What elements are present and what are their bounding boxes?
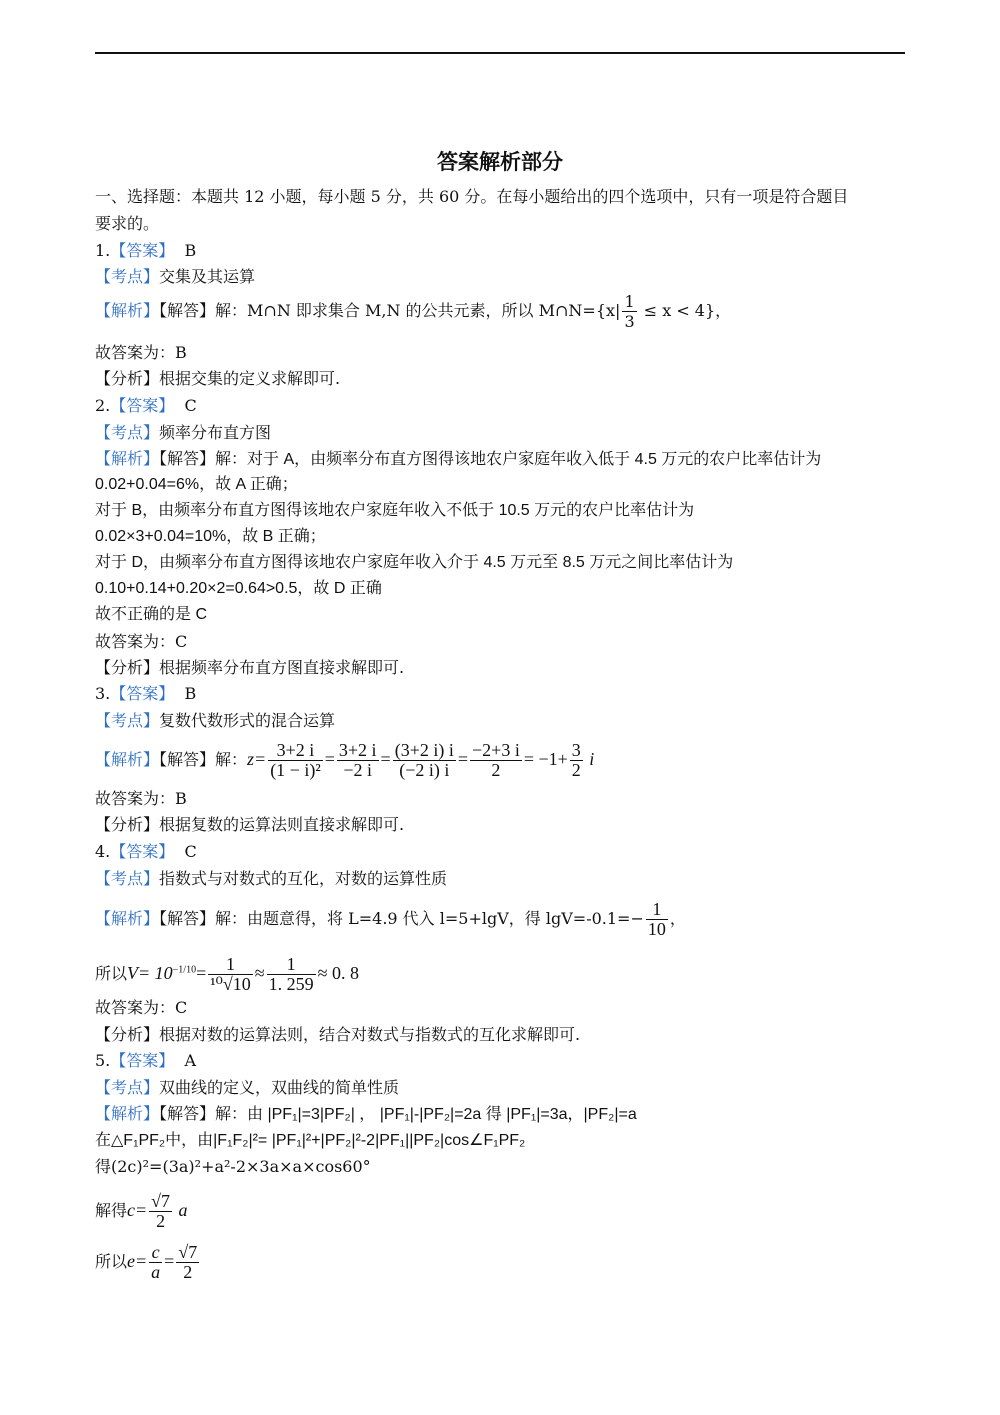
q2-answer: C xyxy=(184,396,197,415)
q5-c-frac: $\frac{√7}{2}$ xyxy=(151,1191,171,1231)
point-tag: 【考点】 xyxy=(95,869,160,888)
q4-final: 故答案为：C xyxy=(95,998,188,1017)
q4-eq: = xyxy=(196,963,207,983)
q2-line1: 对于 A，由频率分布直方图得该地农户家庭年收入低于 4.5 万元的农户比率估计为 xyxy=(247,451,822,468)
q3-frac4: $\frac{-2+3 i}{2}$ xyxy=(472,740,520,780)
q2-line4: 0.02×3+0.04=10%，故 B 正确； xyxy=(95,528,326,545)
point-tag: 【考点】 xyxy=(95,267,160,286)
point-tag: 【考点】 xyxy=(95,1078,160,1097)
section-intro-line2: 要求的。 xyxy=(95,214,160,233)
q5-line2: 在△F₁PF₂中，由|F₁F₂|²= |PF₁|²+|PF₂|²-2|PF₁||PF₂|cos∠F₁PF₂ xyxy=(95,1132,526,1149)
answer-tag: 【答案】 xyxy=(110,842,175,861)
q4-number: 4. xyxy=(95,842,111,861)
q5-analysis-line xyxy=(95,1103,637,1126)
q2-line7: 故不正确的是 C xyxy=(95,606,208,623)
summary-tag: 【分析】 xyxy=(95,369,160,388)
answer-tag: 【答案】 xyxy=(110,684,175,703)
q1-fraction: $\frac{1}{3}$ xyxy=(624,292,635,331)
q3-point-line xyxy=(95,710,335,732)
q3-analysis-line xyxy=(95,741,594,780)
q4-answer-line xyxy=(95,841,197,863)
q4-v: V= 10 xyxy=(127,963,173,983)
q4-answer: C xyxy=(184,842,197,861)
q5-point-line xyxy=(95,1077,399,1099)
q3-frac1: $\frac{3+2 i}{\text{(1 − i)²}}$ xyxy=(270,740,321,780)
q1-number: 1. xyxy=(95,241,111,260)
solve-tag: 【解答】解： xyxy=(159,909,248,928)
q1-summary-line xyxy=(95,368,340,390)
q4-result-line xyxy=(95,955,359,994)
q3-eq2: = xyxy=(380,749,391,769)
q3-frac5: $\frac{3}{2}$ xyxy=(571,740,581,780)
q4-approx1: ≈ xyxy=(254,963,265,983)
solve-tag: 【解答】解： xyxy=(159,1104,248,1123)
page-title: 答案解析部分 xyxy=(437,150,563,174)
q3-summary-line xyxy=(95,814,404,836)
answer-tag: 【答案】 xyxy=(110,396,175,415)
q2-analysis-line xyxy=(95,448,821,471)
q5-point: 双曲线的定义，双曲线的简单性质 xyxy=(159,1078,400,1097)
q1-analysis-line xyxy=(95,292,731,331)
q1-answer-line xyxy=(95,240,196,262)
q5-e-eq: e= xyxy=(127,1251,148,1271)
q1-final: 故答案为：B xyxy=(95,343,187,362)
q1-summary: 根据交集的定义求解即可. xyxy=(159,369,341,388)
answer-tag: 【答案】 xyxy=(110,1051,175,1070)
q2-answer-line xyxy=(95,395,197,417)
q5-e-mid: = xyxy=(164,1251,175,1271)
analysis-tag: 【解析】 xyxy=(95,1104,160,1123)
q3-eq1: = xyxy=(324,749,335,769)
q1-point-line xyxy=(95,266,255,288)
solve-tag: 【解答】解： xyxy=(159,449,248,468)
solve-tag: 【解答】解： xyxy=(159,750,248,769)
q5-line1: 由 |PF₁|=3|PF₂| ， |PF₁|-|PF₂|=2a 得 |PF₁|=3a，|PF₂|=a xyxy=(247,1106,637,1123)
q3-tail-post: i xyxy=(584,749,595,769)
q4-frac2: $\frac{1}{\text{¹⁰√10}}$ xyxy=(210,954,251,994)
q5-so: 所以 xyxy=(95,1252,128,1271)
q5-answer-line xyxy=(95,1050,196,1072)
point-tag: 【考点】 xyxy=(95,711,160,730)
q5-e-frac: $\frac{c}{a}$ xyxy=(151,1242,161,1282)
q4-summary-line xyxy=(95,1024,580,1046)
q4-so: 所以 xyxy=(95,964,128,983)
q2-line6: 0.10+0.14+0.20×2=0.64>0.5，故 D 正确 xyxy=(95,580,382,597)
q2-line5: 对于 D，由频率分布直方图得该地农户家庭年收入介于 4.5 万元至 8.5 万元之间比率估计为 xyxy=(95,554,734,571)
q5-number: 5. xyxy=(95,1051,111,1070)
q2-number: 2. xyxy=(95,396,111,415)
q2-final: 故答案为：C xyxy=(95,632,188,651)
q3-summary: 根据复数的运算法则直接求解即可. xyxy=(159,815,405,834)
q3-answer-line xyxy=(95,683,196,705)
q2-line2: 0.02+0.04=6%，故 A 正确； xyxy=(95,476,298,493)
q2-line3: 对于 B，由频率分布直方图得该地农户家庭年收入不低于 10.5 万元的农户比率估计为 xyxy=(95,502,695,519)
q2-point: 频率分布直方图 xyxy=(159,423,272,442)
summary-tag: 【分析】 xyxy=(95,658,160,677)
q3-number: 3. xyxy=(95,684,111,703)
q5-c-eq: c= xyxy=(127,1200,148,1220)
q3-tail-pre: = −1+ xyxy=(523,749,568,769)
q1-analysis-text: M∩N 即求集合 M,N 的公共元素，所以 M∩N={x| xyxy=(247,301,621,320)
q5-answer: A xyxy=(184,1051,197,1070)
q4-analysis-text: 由题意得，将 L=4.9 代入 l=5+lgV，得 lgV=-0.1=− xyxy=(247,909,644,928)
q1-answer: B xyxy=(184,241,197,260)
q5-c-a: a xyxy=(174,1200,188,1220)
q3-answer: B xyxy=(184,684,197,703)
q3-final: 故答案为：B xyxy=(95,789,187,808)
analysis-tag: 【解析】 xyxy=(95,449,160,468)
q3-eq3: = xyxy=(457,749,469,769)
q3-z: z= xyxy=(247,749,267,769)
answer-tag: 【答案】 xyxy=(110,241,175,260)
analysis-tag: 【解析】 xyxy=(95,750,160,769)
q2-point-line xyxy=(95,422,271,444)
q5-e2-frac: $\frac{√7}{2}$ xyxy=(178,1242,198,1282)
q4-summary: 根据对数的运算法则，结合对数式与指数式的互化求解即可. xyxy=(159,1025,581,1044)
q5-line3: 得(2c)²=(3a)²+a²-2×3a×a×cos60° xyxy=(95,1157,371,1176)
q4-point: 指数式与对数式的互化，对数的运算性质 xyxy=(159,869,448,888)
q5-c-line xyxy=(95,1192,188,1231)
q1-analysis-text-after: ≤ x < 4}， xyxy=(638,301,732,320)
q5-solve: 解得 xyxy=(95,1201,128,1220)
analysis-tag: 【解析】 xyxy=(95,301,160,320)
point-tag: 【考点】 xyxy=(95,423,160,442)
q4-approx2: ≈ 0. 8 xyxy=(317,963,360,983)
q4-analysis-text-after: ， xyxy=(669,909,686,928)
summary-tag: 【分析】 xyxy=(95,815,160,834)
q2-summary-line xyxy=(95,657,404,679)
q2-summary: 根据频率分布直方图直接求解即可. xyxy=(159,658,405,677)
q5-e-line xyxy=(95,1243,201,1282)
q3-frac2: $\frac{3+2 i}{-2 i}$ xyxy=(338,740,377,780)
analysis-tag: 【解析】 xyxy=(95,909,160,928)
q3-frac3: $\frac{(3+2 i) i}{(-2 i) i}$ xyxy=(394,740,454,780)
q4-exponent: −1/10 xyxy=(172,964,197,976)
q4-fraction: $\frac{1}{10}$ xyxy=(647,899,666,939)
q3-point: 复数代数形式的混合运算 xyxy=(159,711,336,730)
q1-point: 交集及其运算 xyxy=(159,267,256,286)
summary-tag: 【分析】 xyxy=(95,1025,160,1044)
solve-tag: 【解答】解： xyxy=(159,301,248,320)
q4-frac3: $\frac{1}{1. 259}$ xyxy=(268,954,314,994)
q4-point-line xyxy=(95,868,447,890)
q4-analysis-line xyxy=(95,900,686,939)
header-rule xyxy=(95,52,905,54)
section-intro-line1: 一、选择题：本题共 12 小题，每小题 5 分，共 60 分。在每小题给出的四个选项中，只有一项是符合题目 xyxy=(95,187,849,206)
